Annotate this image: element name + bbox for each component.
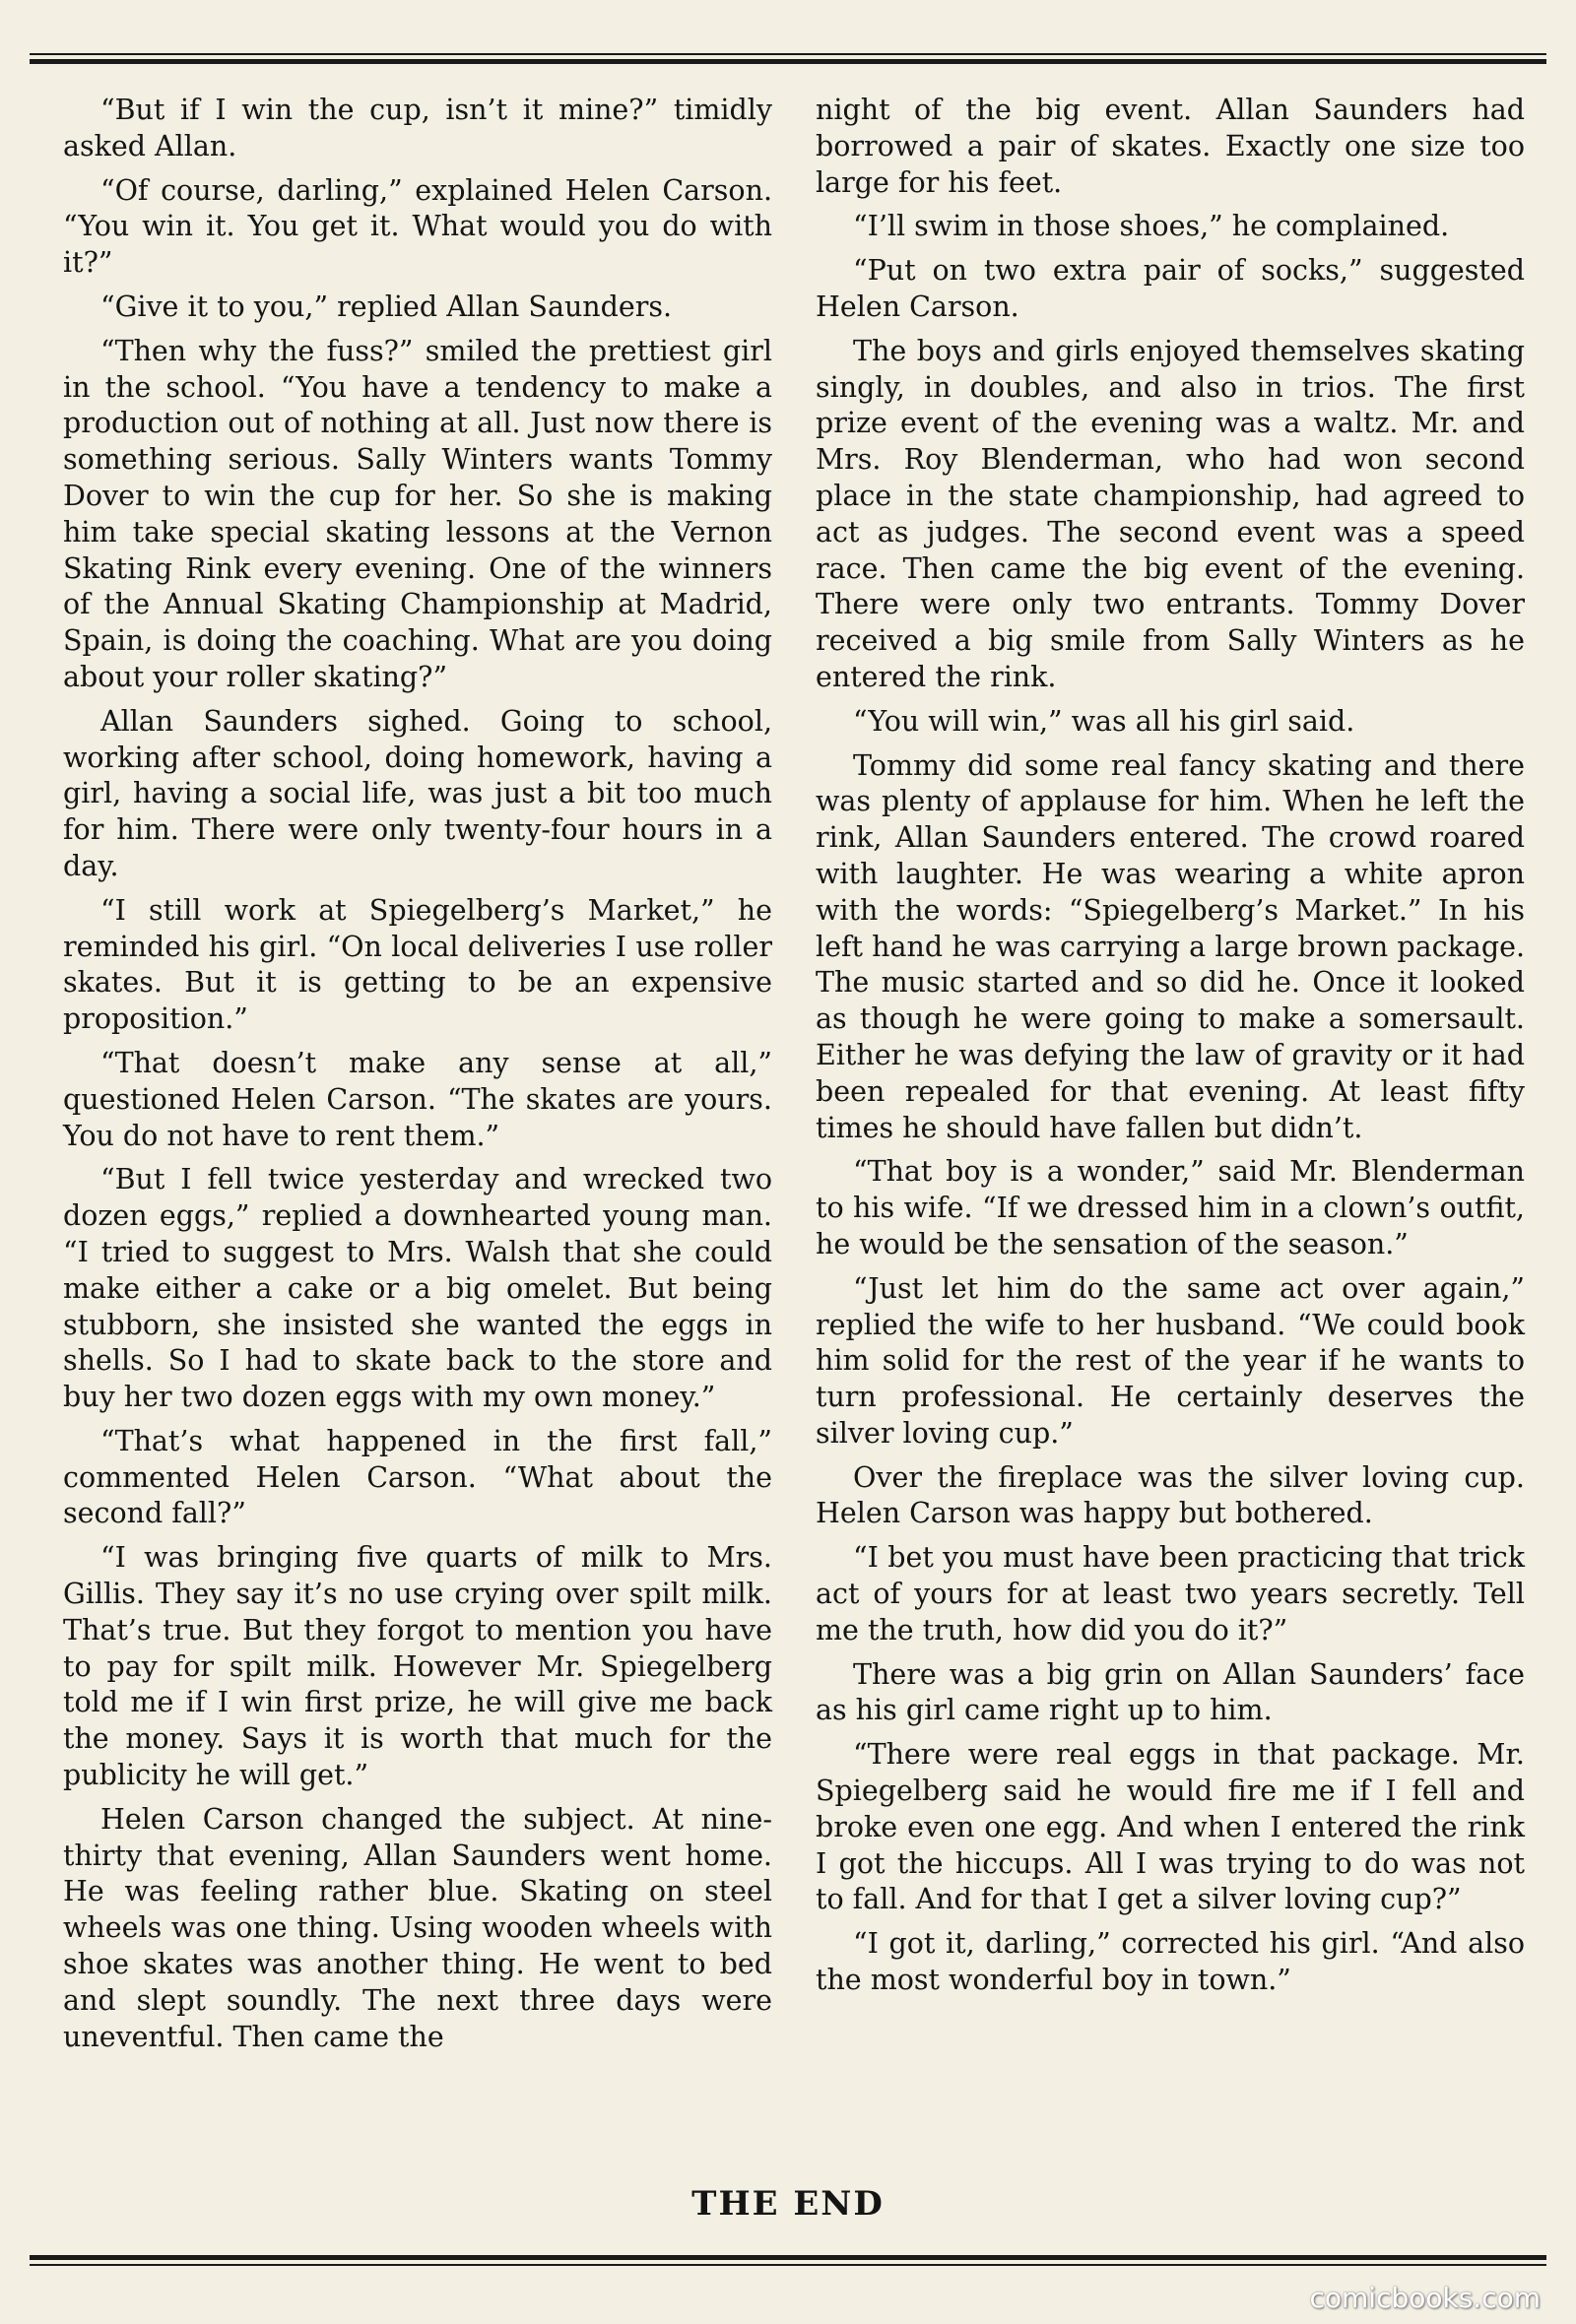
bottom-thick-line — [30, 2255, 1546, 2260]
paragraph: Over the fireplace was the silver loving cup. Helen Carson was happy but bothered. — [816, 1460, 1525, 1530]
top-thick-line — [30, 59, 1546, 64]
top-double-rule — [30, 53, 1546, 64]
paragraph: There was a big grin on Allan Saunders’ face as his girl came right up to him. — [816, 1657, 1525, 1727]
paragraph: “Of course, darling,” explained Helen Carson. “You win it. You get it. What would you do with it?” — [63, 173, 772, 280]
paragraph: “I’ll swim in those shoes,” he complained. — [853, 210, 1450, 243]
paragraph: “That’s what happened in the first fall,” commented Helen Carson. “What about the second fall?” — [63, 1424, 772, 1530]
paragraph: “But I fell twice yesterday and wrecked two dozen eggs,” replied a downhearted young man. “I tried to suggest to Mrs. Walsh that she could make either a cake or a big omelet. But being stubborn, she insisted she wanted the eggs in shells. So I had to skate back to the store and buy her two dozen eggs with my own money.” — [63, 1163, 772, 1414]
paragraph: “That boy is a wonder,” said Mr. Blenderman to his wife. “If we dressed him in a clown’s outfit, he would be the sensation of the season.” — [816, 1155, 1525, 1260]
paragraph: “That doesn’t make any sense at all,” questioned Helen Carson. “The skates are yours. You do not have to rent them.” — [63, 1046, 772, 1152]
bottom-double-rule — [30, 2255, 1546, 2266]
left-column — [63, 93, 772, 2141]
paragraph: Tommy did some real fancy skating and there was plenty of applause for him. When he left the rink, Allan Saunders entered. The crowd roared with laughter. He was wearing a white apron with the words: “Spiegelberg’s Market.” In his left hand he was carrying a large brown package. The music started and so did he. Once it looked as though he were going to make a somersault. Either he was defying the law of gravity or it had been repealed for that evening. At least fifty times he should have fallen but didn’t. — [816, 748, 1525, 1144]
top-thin-line — [30, 53, 1546, 55]
paragraph: The boys and girls enjoyed themselves skating singly, in doubles, and also in trios. The first prize event of the evening was a waltz. Mr. and Mrs. Roy Blenderman, who had won second place in the state championship, had agreed to act as judges. The second event was a speed race. Then came the big event of the evening. There were only two entrants. Tommy Dover received a big smile from Sally Winters as he entered the rink. — [816, 334, 1525, 693]
paragraph: Helen Carson changed the subject. At nine-thirty that evening, Allan Saunders went home. He was feeling rather blue. Skating on steel wheels was one thing. Using wooden wheels with shoe skates was another thing. He went to bed and slept soundly. The next three days were uneventful. Then came the — [63, 1802, 772, 2053]
paragraph: “Give it to you,” replied Allan Saunders. — [100, 290, 673, 323]
paragraph: “I was bringing five quarts of milk to Mrs. Gillis. They say it’s no use crying over spilt milk. That’s true. But they forgot to mention you have to pay for spilt milk. However Mr. Spiegelberg told me if I win first prize, he will give me back the money. Says it is worth that much for the publicity he will get.” — [63, 1541, 772, 1792]
paragraph: “But if I win the cup, isn’t it mine?” timidly asked Allan. — [63, 94, 772, 162]
paragraph: “I bet you must have been practicing that trick act of yours for at least two years secretly. Tell me the truth, how did you do it?” — [816, 1541, 1525, 1646]
paragraph: “Just let him do the same act over again,” replied the wife to her husband. “We could book him solid for the rest of the year if he wants to turn professional. He certainly deserves the silver loving cup.” — [816, 1271, 1525, 1450]
paragraph: Allan Saunders sighed. Going to school, working after school, doing homework, having a girl, having a social life, was just a bit too much for him. There were only twenty-four hours in a day. — [63, 704, 772, 882]
paragraph: “I still work at Spiegelberg’s Market,” he reminded his girl. “On local deliveries I use roller skates. But it is getting to be an expensive proposition.” — [63, 893, 772, 1036]
paragraph: “I got it, darling,” corrected his girl. “And also the most wonderful boy in town.” — [816, 1927, 1525, 1997]
bottom-thin-line — [30, 2264, 1546, 2266]
paragraph: “There were real eggs in that package. Mr. Spiegelberg said he would fire me if I fell and broke even one egg. And when I entered the rink I got the hiccups. All I was trying to do was not to fall. And for that I get a silver loving cup?” — [816, 1738, 1525, 1916]
site-watermark: comicbooks.com — [1309, 2282, 1541, 2314]
paragraph: “Put on two extra pair of socks,” suggested Helen Carson. — [816, 254, 1525, 323]
paragraph: “Then why the fuss?” smiled the prettiest girl in the school. “You have a tendency to make a production out of nothing at all. Just now there is something serious. Sally Winters wants Tommy Dover to win the cup for her. So she is making him take special skating lessons at the Vernon Skating Rink every evening. One of the winners of the Annual Skating Championship at Madrid, Spain, is doing the coaching. What are you doing about your roller skating?” — [63, 334, 772, 693]
story-body — [63, 93, 1525, 2141]
paragraph: “You will win,” was all his girl said. — [853, 704, 1355, 738]
right-column — [816, 93, 1525, 2141]
paragraph: night of the big event. Allan Saunders had borrowed a pair of skates. Exactly one size too large for his feet. — [816, 94, 1525, 199]
the-end-heading: THE END — [691, 2184, 885, 2224]
